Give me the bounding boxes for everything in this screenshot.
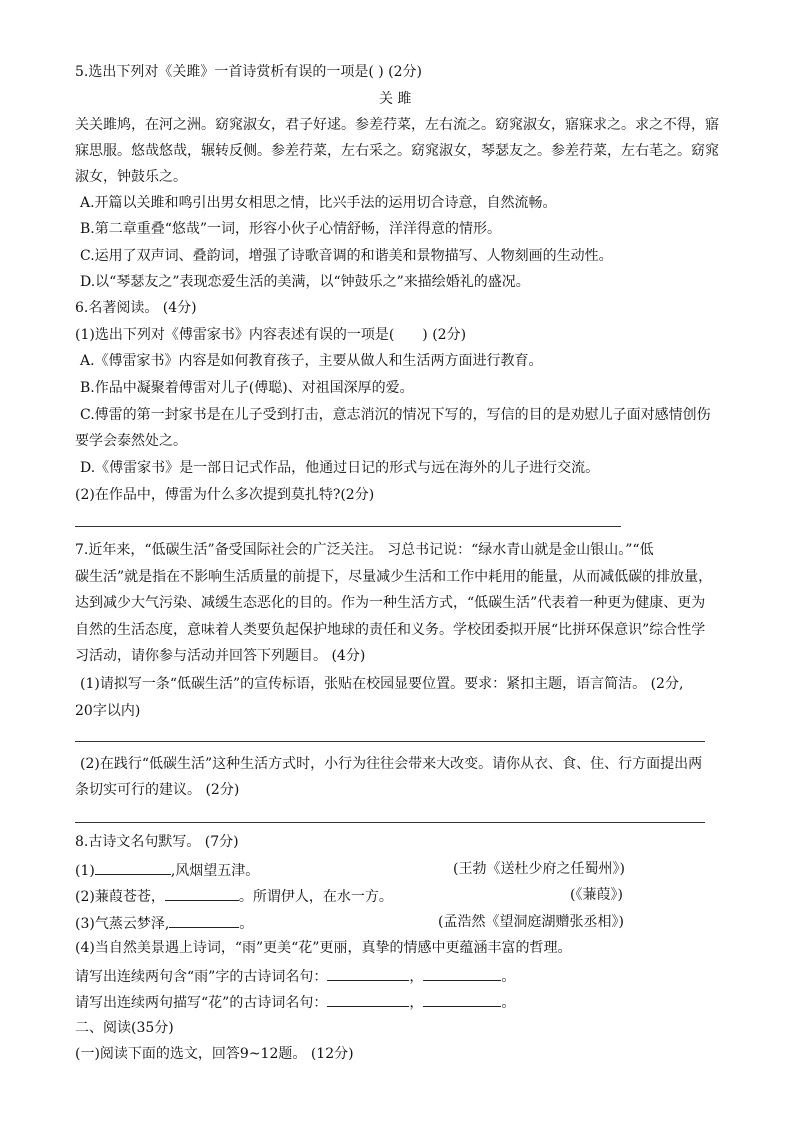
q8-rain-period: 。 — [501, 969, 516, 985]
section2-title: 二、阅读(35分) — [75, 1020, 174, 1036]
q8-flower-blank-2[interactable] — [423, 991, 501, 1007]
q6-option-d[interactable]: D.《傅雷家书》是一部日记式作品，他通过日记的形式与远在海外的儿子进行交流。 — [80, 460, 600, 476]
q7-line-4: 自然的生活态度，意味着人类要负起保护地球的责任和义务。学校团委拟开展“比拼环保意识”综合性学 — [75, 622, 706, 638]
q7-line-1: 7.近年来，“低碳生活”备受国际社会的广泛关注。 习总书记说：“绿水青山就是金山银山。”“低 — [75, 542, 654, 558]
q8-item-1-blank[interactable] — [95, 859, 171, 875]
q5-option-b[interactable]: B.第二章重叠“悠哉”一词，形容小伙子心情舒畅，洋洋得意的情形。 — [80, 221, 502, 237]
q8-item-3-text: 。 — [239, 916, 254, 932]
q5-stem: 5.选出下列对《关雎》一首诗赏析有误的一项是( ) (2分) — [75, 64, 423, 80]
q8-rain-blank-2[interactable] — [423, 965, 501, 981]
q7-sub1-line-2: 20字以内) — [75, 703, 141, 719]
q5-poem-title: 关 雎 — [379, 91, 412, 107]
q8-item-2-text: 。所谓伊人，在水一方。 — [238, 889, 393, 905]
q8-sub4: (4)当自然美景遇上诗词，“雨”更美“花”更丽，真挚的情感中更蕴涵丰富的哲理。 — [75, 940, 572, 956]
q6-option-c[interactable]: C.傅雷的第一封家书是在儿子受到打击，意志消沉的情况下写的，写信的目的是劝慰儿子面对感情创伤 — [80, 407, 711, 423]
q6-sub2: (2)在作品中，傅雷为什么多次提到莫扎特?(2分) — [75, 487, 375, 503]
q8-stem: 8.古诗文名句默写。 (7分) — [75, 834, 239, 850]
q8-flower-period: 。 — [501, 995, 516, 1011]
q8-flower-row — [75, 991, 515, 1011]
q5-option-c[interactable]: C.运用了双声词、叠韵词，增强了诗歌音调的和谐美和景物描写、人物刻画的生动性。 — [80, 248, 613, 264]
q8-item-3 — [75, 912, 253, 932]
q8-item-2-prefix: (2)蒹葭苍苍， — [75, 889, 165, 905]
q8-rain-row — [75, 965, 515, 985]
q8-item-1-source: (王勃《送杜少府之任蜀州》) — [453, 861, 625, 877]
q8-item-2-source: (《蒹葭》) — [570, 887, 623, 903]
q8-item-1-prefix: (1) — [75, 863, 95, 879]
q8-rain-blank-1[interactable] — [327, 965, 409, 981]
q8-item-2-blank[interactable] — [165, 885, 239, 901]
q6-option-b[interactable]: B.作品中凝聚着傅雷对儿子(傅聪)、对祖国深厚的爱。 — [80, 380, 414, 396]
q5-poem-line-2: 寐思服。悠哉悠哉，辗转反侧。参差荇菜，左右采之。窈窕淑女，琴瑟友之。参差荇菜，左右芼之。窈窕 — [75, 143, 719, 159]
q7-line-2: 碳生活”就是指在不影响生活质量的前提下，尽量减少生活和工作中耗用的能量，从而减低碳的排放量， — [75, 569, 713, 585]
q8-flower-blank-1[interactable] — [327, 991, 409, 1007]
q8-item-3-blank[interactable] — [169, 912, 239, 928]
q5-poem-line-3: 淑女，钟鼓乐之。 — [75, 169, 187, 185]
q5-option-a[interactable]: A.开篇以关雎和鸣引出男女相思之情，比兴手法的运用切合诗意，自然流畅。 — [80, 195, 557, 211]
q8-item-3-prefix: (3)气蒸云梦泽, — [75, 916, 170, 932]
q7-line-5: 习活动，请你参与活动并回答下列题目。 (4分) — [75, 648, 366, 664]
q8-item-1 — [75, 859, 259, 879]
q8-rain-comma: ， — [409, 969, 424, 985]
q8-item-2 — [75, 885, 393, 905]
q6-stem: 6.名著阅读。 (4分) — [75, 300, 197, 316]
q7-sub2-answer-line[interactable] — [75, 822, 705, 823]
q7-line-3: 达到减少大气污染、减缓生态恶化的目的。作为一种生活方式，“低碳生活”代表着一种更为健康、更为 — [75, 595, 706, 611]
q6-answer-line[interactable] — [75, 526, 621, 527]
q6-option-c-cont: 要学会泰然处之。 — [75, 433, 187, 449]
q7-sub2-line-2: 条切实可行的建议。 (2分) — [75, 782, 240, 798]
q5-option-d[interactable]: D.以“琴瑟友之”表现恋爱生活的美满，以“钟鼓乐之”来描绘婚礼的盛况。 — [80, 274, 530, 290]
q7-sub2-line-1: (2)在践行“低碳生活”这种生活方式时，小行为往往会带来大改变。请你从衣、食、住、行方面提出两 — [80, 756, 703, 772]
section2-part1: (一)阅读下面的选文，回答9~12题。 (12分) — [75, 1046, 354, 1062]
q8-flower-comma: ， — [409, 995, 424, 1011]
q6-sub1: (1)选出下列对《傅雷家书》内容表述有误的一项是( ) (2分) — [75, 327, 467, 343]
q8-flower-prompt: 请写出连续两句描写“花”的古诗词名句： — [75, 995, 328, 1011]
q7-sub1-line-1: (1)请拟写一条“低碳生活”的宣传标语，张贴在校园显要位置。要求：紧扣主题，语言简洁。 (2分, — [80, 676, 684, 692]
q5-poem-line-1: 关关雎鸠，在河之洲。窈窕淑女，君子好逑。参差荇菜，左右流之。窈窕淑女，寤寐求之。求之不得，寤 — [75, 117, 719, 133]
q7-sub1-answer-line[interactable] — [75, 741, 705, 742]
q8-item-1-text: ,风烟望五津。 — [170, 863, 260, 879]
q8-rain-prompt: 请写出连续两句含“雨”字的古诗词名句： — [75, 969, 328, 985]
q6-option-a[interactable]: A.《傅雷家书》内容是如何教育孩子，主要从做人和生活两方面进行教育。 — [80, 353, 543, 369]
q8-item-3-source: (孟浩然《望洞庭湖赠张丞相》) — [438, 914, 624, 930]
